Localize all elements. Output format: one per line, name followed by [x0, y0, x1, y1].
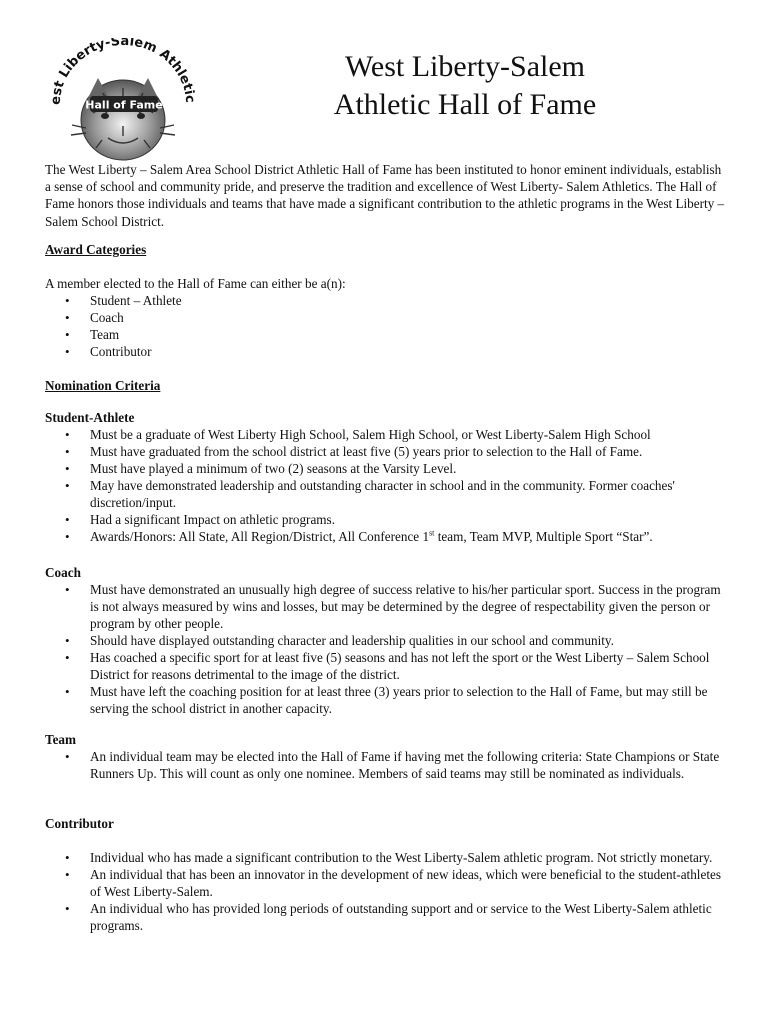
team-list — [45, 748, 725, 782]
list-item: • Must have played a minimum of two (2) seasons at the Varsity Level. — [45, 460, 725, 477]
title-line-1: West Liberty-Salem — [344, 50, 585, 83]
list-item: • Awards/Honors: All State, All Region/District, All Conference 1st team, Team MVP, Multiple Sport “Star”. — [45, 528, 725, 545]
award-list — [45, 292, 725, 360]
award-categories-heading: Award Categories — [45, 242, 147, 257]
coach-heading: Coach — [45, 565, 81, 580]
hall-of-fame-logo — [48, 38, 198, 168]
list-item: • Should have displayed outstanding character and leadership qualities in our school and community. — [45, 632, 725, 649]
list-item: • Must be a graduate of West Liberty High School, Salem High School, or West Liberty-Salem High School — [45, 426, 725, 443]
list-item: • Has coached a specific sport for at least five (5) seasons and has not left the sport or the West Liberty – Salem School District for reasons detrimental to the image of the district. — [45, 649, 725, 683]
list-item: • Must have left the coaching position for at least three (3) years prior to selection to the Hall of Fame, but may still be serving the school district in another capacity. — [45, 683, 725, 717]
logo-arc-text: est Liberty-Salem Athletic — [48, 38, 198, 106]
nomination-criteria-heading: Nomination Criteria — [45, 378, 161, 393]
list-item: • Had a significant Impact on athletic programs. — [45, 511, 725, 528]
list-item: • An individual team may be elected into the Hall of Fame if having met the following criteria: State Champions or State Runners Up. This will count as only one nominee. Members of said teams may still be nominated as individuals. — [45, 748, 725, 782]
contributor-list — [45, 849, 725, 934]
coach-section — [45, 564, 725, 717]
list-item: • An individual that has been an innovator in the development of new ideas, which were beneficial to the student-athletes of West Liberty-Salem. — [45, 866, 725, 900]
list-item: • Coach — [45, 309, 725, 326]
team-heading: Team — [45, 732, 77, 747]
student-athlete-section — [45, 409, 725, 545]
title-line-2: Athletic Hall of Fame — [333, 88, 597, 121]
contributor-heading: Contributor — [45, 816, 114, 831]
list-item: • An individual who has provided long periods of outstanding support and or service to the West Liberty-Salem athletic programs. — [45, 900, 725, 934]
page-title — [300, 48, 630, 124]
student-athlete-heading: Student-Athlete — [45, 410, 135, 425]
logo-center-text: Hall of Fame — [85, 98, 163, 112]
student-athlete-list — [45, 426, 725, 545]
list-item: • Individual who has made a significant contribution to the West Liberty-Salem athletic program. Not strictly monetary. — [45, 849, 725, 866]
list-item: • Must have graduated from the school district at least five (5) years prior to selection to the Hall of Fame. — [45, 443, 725, 460]
tiger-seal-icon — [48, 38, 198, 168]
list-item: • Contributor — [45, 343, 725, 360]
list-item: • May have demonstrated leadership and outstanding character in school and in the community. Former coaches' discretion/input. — [45, 477, 725, 511]
team-section — [45, 731, 725, 782]
intro-paragraph: The West Liberty – Salem Area School District Athletic Hall of Fame has been instituted to honor eminent individuals, establish a sense of school and community pride, and preserve the tradition and excellence of West Liberty- Salem Athletics. The Hall of Fame honors those individuals and teams that have made a significant contribution to the athletic programs in the West Liberty – Salem School District. — [45, 162, 725, 229]
award-categories-section — [45, 275, 725, 360]
list-item: • Student – Athlete — [45, 292, 725, 309]
list-item: • Team — [45, 326, 725, 343]
contributor-section — [45, 815, 725, 934]
list-item: • Must have demonstrated an unusually high degree of success relative to his/her particular sport. Success in the program is not always measured by wins and losses, but may be determined by the degree of respectability given the person or program by other people. — [45, 581, 725, 632]
award-lead-text: A member elected to the Hall of Fame can either be a(n): — [45, 276, 346, 291]
coach-list — [45, 581, 725, 717]
